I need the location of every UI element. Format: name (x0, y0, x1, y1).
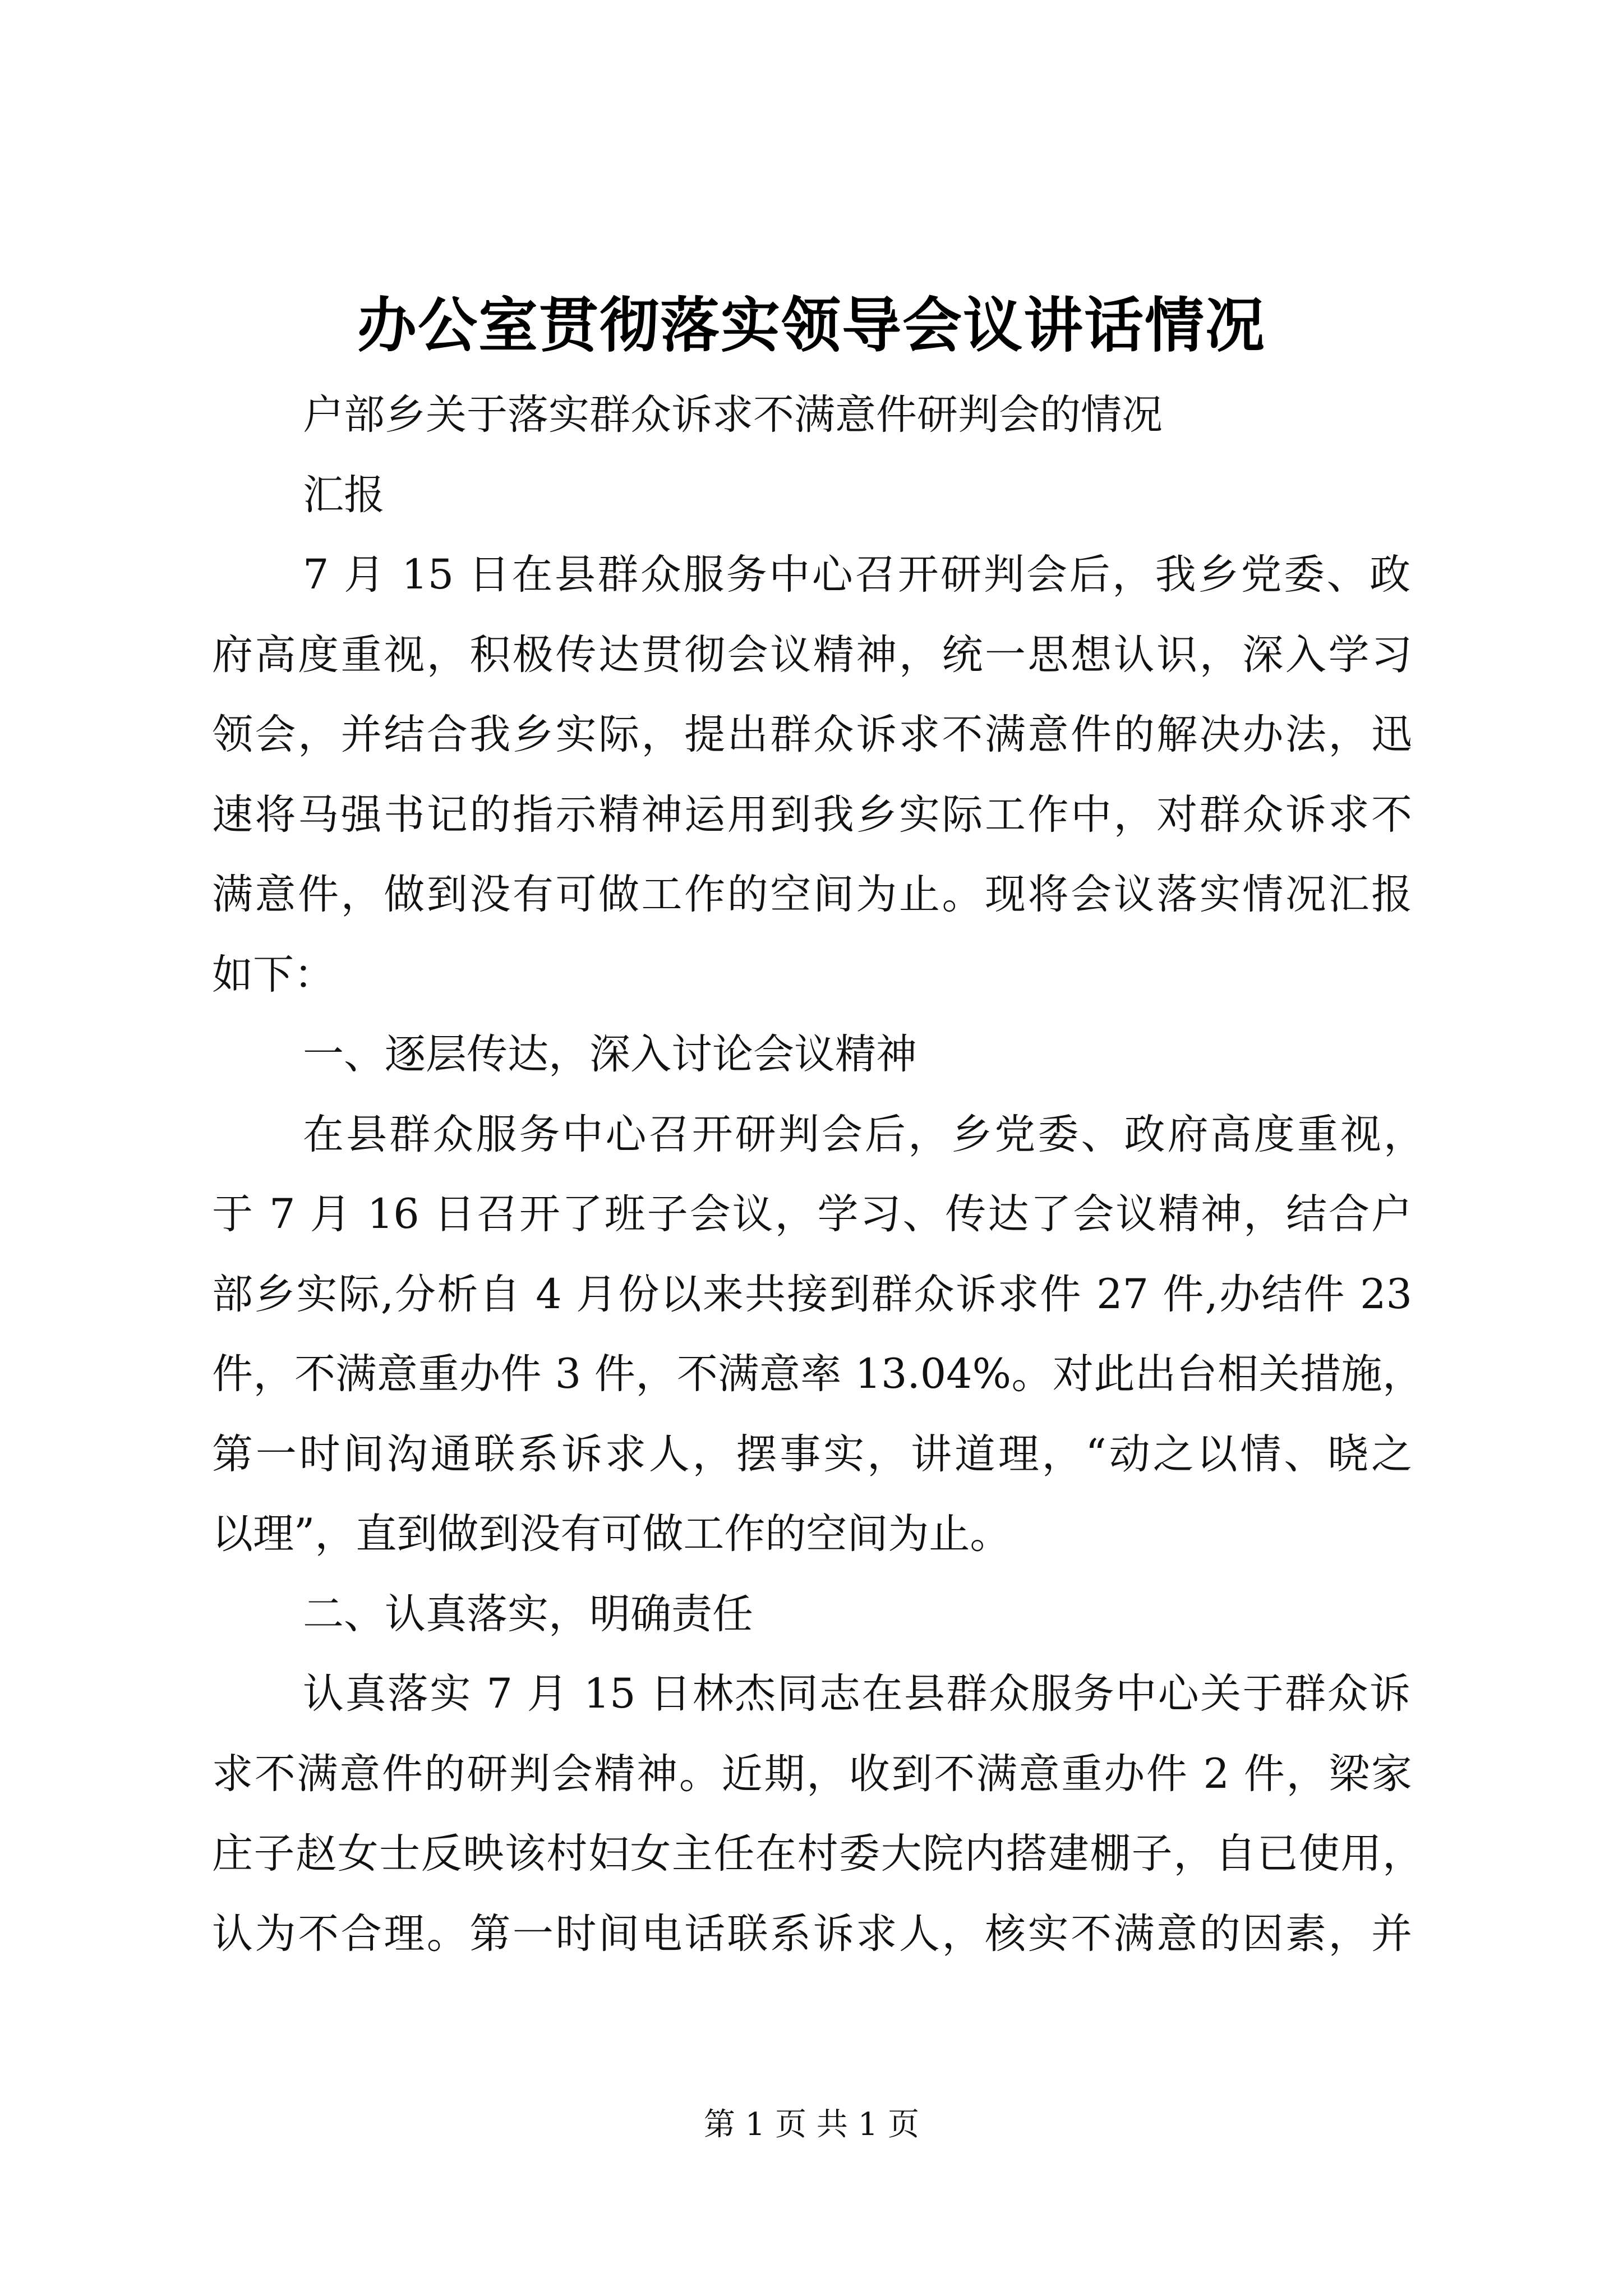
paragraph-3-line-4: 认为不合理。第一时间电话联系诉求人，核实不满意的因素，并 (212, 1910, 1412, 1958)
paragraph-3-line-1: 认真落实 7 月 15 日林杰同志在县群众服务中心关于群众诉 (303, 1670, 1410, 1718)
subtitle-line-2: 汇报 (303, 471, 385, 519)
paragraph-2-line-1: 在县群众服务中心召开研判会后，乡党委、政府高度重视， (303, 1111, 1424, 1158)
document-title: 办公室贯彻落实领导会议讲话情况 (357, 290, 1266, 360)
paragraph-2-line-6: 以理”，直到做到没有可做工作的空间为止。 (212, 1510, 1011, 1558)
paragraph-2-line-2: 于 7 月 16 日召开了班子会议，学习、传达了会议精神，结合户 (212, 1190, 1412, 1238)
section-heading-1: 一、逐层传达，深入讨论会议精神 (303, 1030, 917, 1078)
paragraph-1-line-5: 满意件，做到没有可做工作的空间为止。现将会议落实情况汇报 (212, 871, 1412, 918)
paragraph-2-line-5: 第一时间沟通联系诉求人，摆事实，讲道理，“动之以情、晓之 (212, 1430, 1412, 1478)
subtitle-line-1: 户部乡关于落实群众诉求不满意件研判会的情况 (303, 391, 1163, 439)
paragraph-1-line-1: 7 月 15 日在县群众服务中心召开研判会后，我乡党委、政 (303, 551, 1410, 599)
section-heading-2: 二、认真落实，明确责任 (303, 1590, 753, 1638)
paragraph-3-line-3: 庄子赵女士反映该村妇女主任在村委大院内搭建棚子，自已使用， (212, 1830, 1423, 1878)
paragraph-3-line-2: 求不满意件的研判会精神。近期，收到不满意重办件 2 件，梁家 (212, 1750, 1412, 1798)
paragraph-1-line-4: 速将马强书记的指示精神运用到我乡实际工作中，对群众诉求不 (212, 791, 1412, 839)
paragraph-1-line-6: 如下： (212, 951, 335, 999)
paragraph-1-line-2: 府高度重视，积极传达贯彻会议精神，统一思想认识，深入学习 (212, 631, 1412, 679)
paragraph-2-line-4: 件，不满意重办件 3 件，不满意率 13.04%。对此出台相关措施， (212, 1350, 1423, 1398)
paragraph-2-line-3: 部乡实际,分析自 4 月份以来共接到群众诉求件 27 件,办结件 23 (212, 1271, 1412, 1318)
page-footer: 第 1 页 共 1 页 (703, 2106, 920, 2143)
paragraph-1-line-3: 领会，并结合我乡实际，提出群众诉求不满意件的解决办法，迅 (212, 711, 1412, 758)
